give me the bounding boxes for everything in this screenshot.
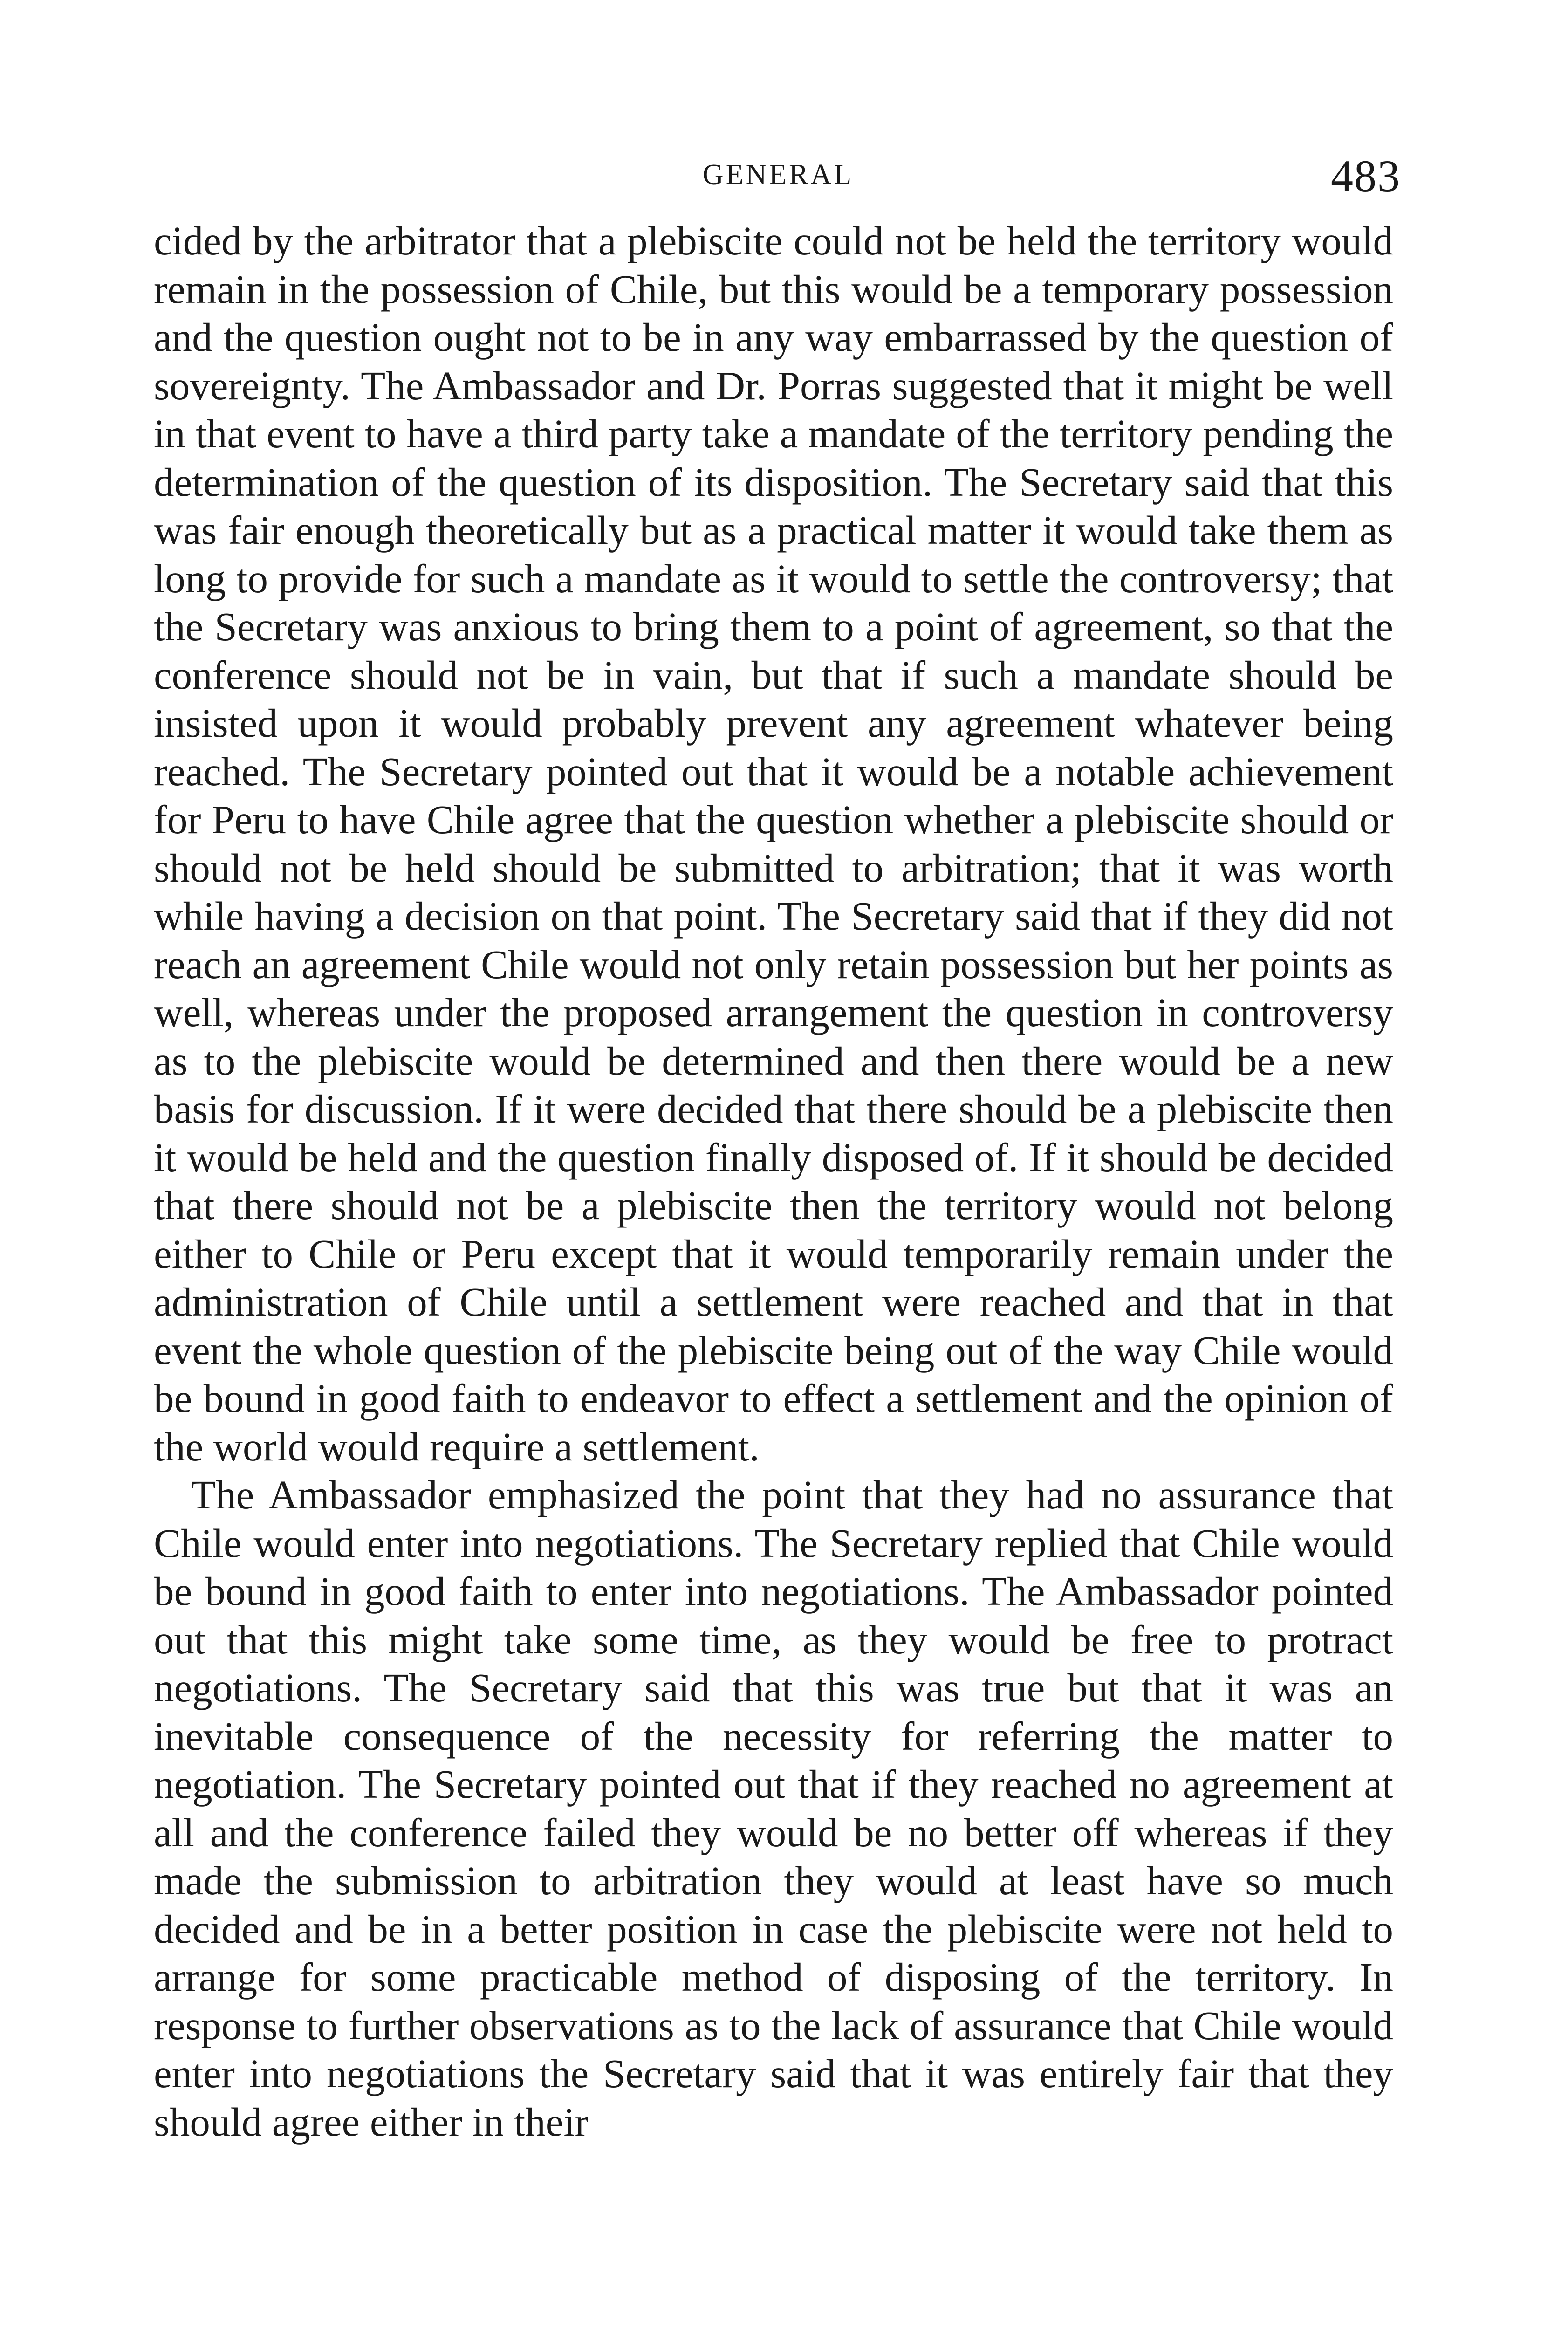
page-number: 483	[1331, 151, 1401, 201]
running-title: GENERAL	[702, 159, 854, 191]
body-text	[154, 217, 1393, 2146]
paragraph-continued: cided by the arbitrator that a plebiscite could not be held the territory would remain in the possession of Chile, but this would be a temporary possession and the question ought not to be in any way embarrassed by the question of sovereignty. The Ambassador and Dr. Porras suggested that it might be well in that event to have a third party take a mandate of the territory pending the determination of the question of its disposition. The Secretary said that this was fair enough theoretically but as a practical matter it would take them as long to provide for such a mandate as it would to settle the controversy; that the Secretary was anxious to bring them to a point of agreement, so that the conference should not be in vain, but that if such a mandate should be insisted upon it would probably prevent any agreement whatever being reached. The Secretary pointed out that it would be a notable achievement for Peru to have Chile agree that the question whether a plebiscite should or should not be held should be submitted to arbitration; that it was worth while having a decision on that point. The Secretary said that if they did not reach an agreement Chile would not only retain possession but her points as well, whereas under the proposed arrangement the question in controversy as to the plebiscite would be determined and then there would be a new basis for discussion. If it were decided that there should be a plebiscite then it would be held and the question finally disposed of. If it should be decided that there should not be a plebiscite then the territory would not belong either to Chile or Peru except that it would temporarily remain under the administration of Chile until a settlement were reached and that in that event the whole question of the plebiscite being out of the way Chile would be bound in good faith to endeavor to effect a settlement and the opinion of the world would require a settlement.	[154, 218, 1393, 1469]
paragraph: The Ambassador emphasized the point that they had no assurance that Chile would enter into negotiations. The Secretary replied that Chile would be bound in good faith to enter into negotiations. The Ambassador pointed out that this might take some time, as they would be free to protract negotiations. The Secretary said that this was true but that it was an inevitable consequence of the necessity for referring the matter to negotiation. The Secretary pointed out that if they reached no agreement at all and the conference failed they would be no better off whereas if they made the submission to arbitration they would at least have so much decided and be in a better position in case the plebiscite were not held to arrange for some practicable method of disposing of the territory. In response to further observations as to the lack of assurance that Chile would enter into negotiations the Secretary said that it was entirely fair that they should agree either in their	[154, 1472, 1393, 2145]
running-head	[154, 150, 1403, 206]
